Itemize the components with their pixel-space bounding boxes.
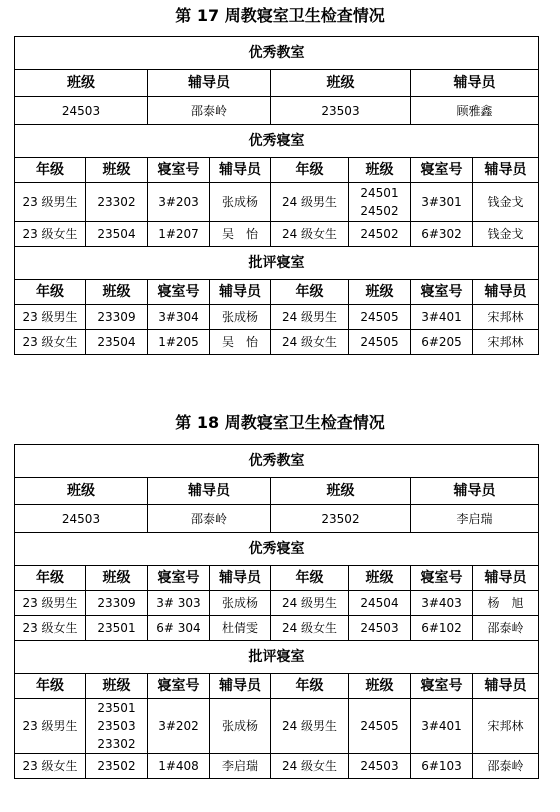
- class-value: 23503: [97, 719, 136, 733]
- room-cell: 1#205: [148, 330, 210, 355]
- grade-cell: 24 级男生: [271, 305, 349, 330]
- class-value: 24502: [360, 204, 399, 218]
- class-cell: 23504: [86, 330, 148, 355]
- week17-table: [14, 36, 539, 355]
- grade-cell: 24 级女生: [271, 330, 349, 355]
- counselor-cell: 杨 旭: [473, 591, 539, 616]
- room-cell: 3#401: [411, 699, 473, 754]
- section-excellent-dorm: 优秀寝室: [15, 125, 539, 158]
- grade-cell: 23 级女生: [15, 222, 86, 247]
- header-counselor: 辅导员: [210, 674, 271, 699]
- header-grade: 年级: [15, 674, 86, 699]
- header-counselor: 辅导员: [210, 280, 271, 305]
- header-room: 寝室号: [148, 566, 210, 591]
- header-class: 班级: [15, 478, 148, 505]
- section-criticized-dorm: 批评寝室: [15, 247, 539, 280]
- class-cell: 24505: [349, 305, 411, 330]
- header-class: 班级: [271, 70, 411, 97]
- header-room: 寝室号: [148, 280, 210, 305]
- classroom-counselor: 李启瑞: [411, 505, 539, 533]
- grade-cell: 24 级男生: [271, 183, 349, 222]
- room-cell: 3# 303: [148, 591, 210, 616]
- header-grade: 年级: [15, 280, 86, 305]
- room-cell: 1#408: [148, 754, 210, 779]
- class-cell: 23504: [86, 222, 148, 247]
- counselor-cell: 张成杨: [210, 699, 271, 754]
- header-grade: 年级: [271, 566, 349, 591]
- header-grade: 年级: [271, 158, 349, 183]
- classroom-class: 23502: [271, 505, 411, 533]
- room-cell: 6#302: [411, 222, 473, 247]
- classroom-counselor: 邵泰岭: [148, 505, 271, 533]
- class-cell: 24503: [349, 616, 411, 641]
- header-counselor: 辅导员: [473, 566, 539, 591]
- section-criticized-dorm: 批评寝室: [15, 641, 539, 674]
- header-grade: 年级: [15, 158, 86, 183]
- class-cell: 24503: [349, 754, 411, 779]
- classroom-counselor: 邵泰岭: [148, 97, 271, 125]
- grade-cell: 23 级男生: [15, 699, 86, 754]
- header-counselor: 辅导员: [148, 70, 271, 97]
- counselor-cell: 张成杨: [210, 591, 271, 616]
- grade-cell: 24 级女生: [271, 754, 349, 779]
- header-counselor: 辅导员: [473, 158, 539, 183]
- counselor-cell: 张成杨: [210, 305, 271, 330]
- class-cell: 24505: [349, 330, 411, 355]
- classroom-class: 23503: [271, 97, 411, 125]
- grade-cell: 23 级男生: [15, 305, 86, 330]
- header-room: 寝室号: [148, 158, 210, 183]
- class-cell: 24505: [349, 699, 411, 754]
- room-cell: 1#207: [148, 222, 210, 247]
- grade-cell: 24 级男生: [271, 591, 349, 616]
- classroom-class: 24503: [15, 97, 148, 125]
- header-room: 寝室号: [411, 158, 473, 183]
- header-counselor: 辅导员: [411, 478, 539, 505]
- class-cell: 23309: [86, 591, 148, 616]
- grade-cell: 24 级男生: [271, 699, 349, 754]
- header-counselor: 辅导员: [411, 70, 539, 97]
- header-class: 班级: [86, 158, 148, 183]
- header-counselor: 辅导员: [210, 566, 271, 591]
- counselor-cell: 邵泰岭: [473, 616, 539, 641]
- header-class: 班级: [349, 280, 411, 305]
- header-class: 班级: [349, 674, 411, 699]
- room-cell: 3#401: [411, 305, 473, 330]
- room-cell: 6#205: [411, 330, 473, 355]
- header-room: 寝室号: [411, 280, 473, 305]
- header-class: 班级: [86, 566, 148, 591]
- week18-table: [14, 444, 539, 779]
- header-counselor: 辅导员: [210, 158, 271, 183]
- grade-cell: 23 级女生: [15, 616, 86, 641]
- counselor-cell: 宋邦林: [473, 699, 539, 754]
- counselor-cell: 张成杨: [210, 183, 271, 222]
- header-class: 班级: [271, 478, 411, 505]
- grade-cell: 24 级女生: [271, 616, 349, 641]
- classroom-class: 24503: [15, 505, 148, 533]
- header-counselor: 辅导员: [473, 674, 539, 699]
- room-cell: 3#301: [411, 183, 473, 222]
- class-cell: [349, 183, 411, 222]
- counselor-cell: 邵泰岭: [473, 754, 539, 779]
- header-grade: 年级: [271, 280, 349, 305]
- class-cell: 23502: [86, 754, 148, 779]
- counselor-cell: 吴 怡: [210, 222, 271, 247]
- counselor-cell: 吴 怡: [210, 330, 271, 355]
- header-class: 班级: [86, 674, 148, 699]
- class-cell: 23302: [86, 183, 148, 222]
- header-room: 寝室号: [411, 566, 473, 591]
- header-grade: 年级: [15, 566, 86, 591]
- class-value: 23501: [97, 701, 136, 715]
- room-cell: 3#304: [148, 305, 210, 330]
- counselor-cell: 宋邦林: [473, 305, 539, 330]
- class-cell: 23309: [86, 305, 148, 330]
- class-cell: 23501: [86, 616, 148, 641]
- class-cell: 24502: [349, 222, 411, 247]
- grade-cell: 23 级女生: [15, 330, 86, 355]
- room-cell: 6#102: [411, 616, 473, 641]
- header-grade: 年级: [271, 674, 349, 699]
- room-cell: 3#403: [411, 591, 473, 616]
- classroom-counselor: 顾雅鑫: [411, 97, 539, 125]
- header-class: 班级: [15, 70, 148, 97]
- counselor-cell: 钱金戈: [473, 183, 539, 222]
- week17-title: 第 17 周教寝室卫生检查情况: [175, 6, 385, 25]
- header-class: 班级: [349, 566, 411, 591]
- room-cell: 6# 304: [148, 616, 210, 641]
- header-room: 寝室号: [148, 674, 210, 699]
- counselor-cell: 李启瑞: [210, 754, 271, 779]
- grade-cell: 24 级女生: [271, 222, 349, 247]
- room-cell: 6#103: [411, 754, 473, 779]
- class-cell: [86, 699, 148, 754]
- room-cell: 3#202: [148, 699, 210, 754]
- class-value: 23302: [97, 737, 136, 751]
- header-class: 班级: [349, 158, 411, 183]
- header-counselor: 辅导员: [473, 280, 539, 305]
- week18-title: 第 18 周教寝室卫生检查情况: [175, 413, 385, 432]
- grade-cell: 23 级男生: [15, 591, 86, 616]
- grade-cell: 23 级男生: [15, 183, 86, 222]
- counselor-cell: 宋邦林: [473, 330, 539, 355]
- grade-cell: 23 级女生: [15, 754, 86, 779]
- class-value: 24501: [360, 186, 399, 200]
- counselor-cell: 杜倩雯: [210, 616, 271, 641]
- header-counselor: 辅导员: [148, 478, 271, 505]
- section-excellent-classroom: 优秀教室: [15, 37, 539, 70]
- header-class: 班级: [86, 280, 148, 305]
- class-cell: 24504: [349, 591, 411, 616]
- section-excellent-dorm: 优秀寝室: [15, 533, 539, 566]
- room-cell: 3#203: [148, 183, 210, 222]
- header-room: 寝室号: [411, 674, 473, 699]
- counselor-cell: 钱金戈: [473, 222, 539, 247]
- section-excellent-classroom: 优秀教室: [15, 445, 539, 478]
